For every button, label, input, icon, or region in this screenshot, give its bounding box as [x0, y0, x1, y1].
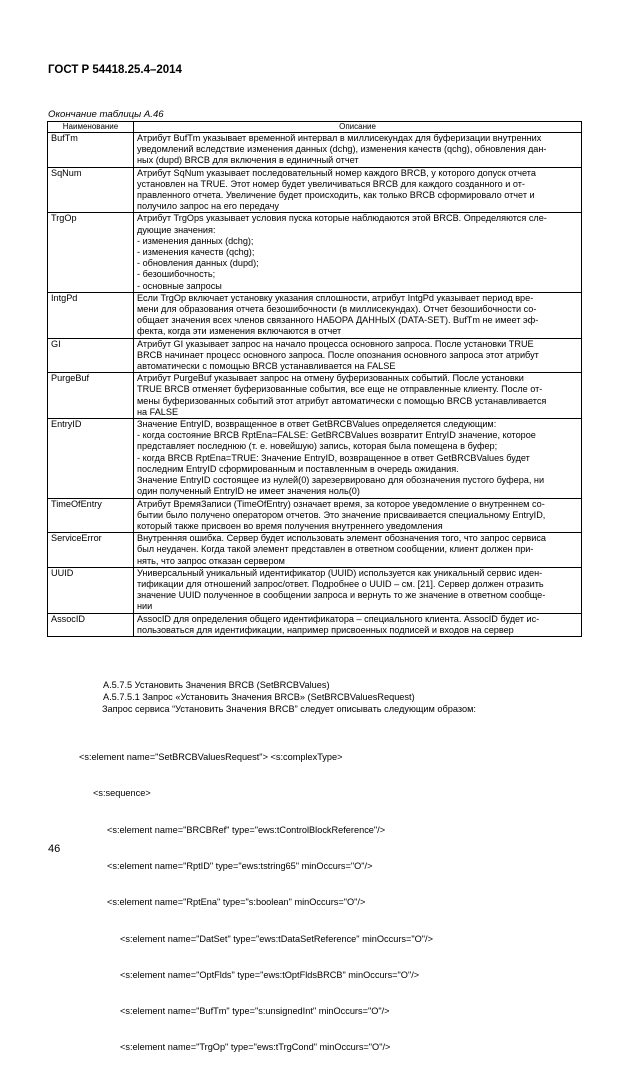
description-line: - основные запросы [137, 280, 222, 291]
description-line: бытии было получено оператором отчетов. Это значение присваивается специальному EntryID, [137, 509, 546, 520]
description-line: Атрибут TrgOps указывает условия пуска которые наблюдаются этой BRCB. Определяются сле- [137, 213, 547, 224]
attribute-name-cell: ServiceError [48, 533, 134, 568]
description-line: TRUE BRCB отменяет буферизованные события, все еще не отправленные клиенту. После от- [137, 384, 543, 395]
code-line: <s:element name="RptEna" type="s:boolean" minOccurs="O"/> [107, 897, 366, 908]
description-line: значение UUID полученное в сообщении запроса и вернуть то же значение в ответном сообще- [137, 590, 546, 601]
description-line: был неудачен. Когда такой элемент представлен в ответном сообщении, клиент должен при- [137, 544, 534, 555]
column-header-description: Описание [134, 122, 582, 133]
document-header: ГОСТ Р 54418.25.4–2014 [48, 64, 182, 76]
code-line: <s:element name="BRCBRef" type="ews:tControlBlockReference"/> [107, 824, 386, 835]
table-row [48, 498, 582, 533]
description-line: тификации для отношений запрос/ответ. Подробнее о UUID – см. [21]. Сервер должен отразить [137, 578, 544, 589]
attribute-description-cell [134, 419, 582, 498]
description-line: дующие значения: [137, 224, 216, 235]
section-intro-paragraph: Запрос сервиса “Установить Значения BRCB” следует описывать следующим образом: [102, 704, 476, 714]
description-line: ных (dupd) BRCB для включения в единичный отчет [137, 155, 359, 166]
description-line: Атрибут ВремяЗаписи (TimeOfEntry) означает время, за которое уведомление о внутреннем со- [137, 498, 545, 509]
attribute-description-cell [134, 613, 582, 636]
description-line: представляет последнюю (т. е. новейшую) запись, которая была помещена в буфер; [137, 441, 498, 452]
attribute-name-cell: EntryID [48, 419, 134, 498]
table-row [48, 338, 582, 373]
description-line: - когда BRCB RptEna=TRUE: Значение EntryID, возвращенное в ответ GetBRCBValues будет [137, 452, 530, 463]
attribute-name-cell: TimeOfEntry [48, 498, 134, 533]
description-line: нии [137, 601, 153, 612]
table-caption: Окончание таблицы А.46 [48, 109, 164, 120]
description-line: Атрибут SqNum указывает последовательный номер каждого BRCB, у которого допуск отчета [137, 167, 536, 178]
table-row [48, 613, 582, 636]
section-heading-a575: А.5.7.5 Установить Значения BRCB (SetBRCBValues) [103, 680, 330, 690]
table-row [48, 373, 582, 419]
description-line: Внутренняя ошибка. Сервер будет использовать элемент обозначения того, что запрос сервиса [137, 533, 547, 544]
description-line: уведомлений вследствие изменения данных (dchg), изменения качеств (qchg), обновления дан- [137, 144, 547, 155]
description-line: Атрибут PurgeBuf указывает запрос на отмену буферизованных событий. После установки [137, 373, 524, 384]
code-line: <s:element name="BufTm" type="s:unsignedInt" minOccurs="O"/> [120, 1006, 390, 1017]
attribute-description-cell [134, 498, 582, 533]
attribute-description-cell [134, 567, 582, 613]
table-header-row [48, 122, 582, 133]
description-line: установлен на TRUE. Этот номер будет увеличиваться BRCB для каждого созданного и от- [137, 178, 525, 189]
description-line: общает значения всех членов связанного НАБОРА ДАННЫХ (DATA-SET). BufTm не имеет эф- [137, 315, 539, 326]
description-line: автоматически с помощью BRCB устанавливается на FALSE [137, 361, 396, 372]
description-line: AssocID для определения общего идентификатора – специального клиента. AssocID будет ис- [137, 613, 540, 624]
description-line: - изменения данных (dchg); [137, 235, 254, 246]
description-line: правленного отчета. Увеличение будет происходить, как только BRCB сформировало отчет и [137, 190, 535, 201]
description-line: - обновления данных (dupd); [137, 258, 259, 269]
description-line: Если TrgOp включает установку указания сплошности, атрибут IntgPd указывает период вре- [137, 292, 534, 303]
xml-code-block [79, 727, 433, 1066]
code-line: <s:element name="RptID" type="ews:tstring65" minOccurs="O"/> [107, 861, 373, 872]
description-line: Атрибут GI указывает запрос на начало процесса основного запроса. После установки TRUE [137, 338, 534, 349]
attribute-name-cell: UUID [48, 567, 134, 613]
code-line: <s:sequence> [93, 788, 151, 799]
description-line: мени для образования отчета безошибочности (в миллисекундах). Отчет безошибочности со- [137, 304, 537, 315]
code-line: <s:element name="TrgOp" type="ews:tTrgCond" minOccurs="O"/> [120, 1042, 391, 1053]
attribute-name-cell: TrgOp [48, 213, 134, 292]
section-text [103, 679, 476, 715]
description-line: Значение EntryID, возвращенное в ответ GetBRCBValues определяется следующим: [137, 419, 497, 430]
table-row [48, 213, 582, 292]
page-number: 46 [48, 843, 61, 855]
table-row [48, 533, 582, 568]
attribute-description-cell [134, 533, 582, 568]
section-heading-a5751: А.5.7.5.1 Запрос «Установить Значения BRCB» (SetBRCBValuesRequest) [103, 692, 415, 702]
attribute-description-cell [134, 213, 582, 292]
attribute-name-cell: BufTm [48, 133, 134, 168]
description-line: фекта, когда эти изменения включаются в отчет [137, 326, 342, 337]
attribute-description-cell [134, 338, 582, 373]
description-line: один полученный EntryID не имеет значения ноль(0) [137, 486, 360, 497]
description-line: на FALSE [137, 406, 179, 417]
description-line: - изменения качеств (qchg); [137, 247, 255, 258]
description-line: нять, что запрос отказан сервером [137, 555, 285, 566]
code-line: <s:element name="OptFlds" type="ews:tOptFldsBRCB" minOccurs="O"/> [120, 969, 420, 980]
attribute-name-cell: IntgPd [48, 292, 134, 338]
attribute-name-cell: GI [48, 338, 134, 373]
description-line: получило запрос на его передачу [137, 201, 279, 212]
attribute-table [47, 121, 582, 637]
column-header-name: Наименование [48, 122, 134, 133]
attribute-description-cell [134, 133, 582, 168]
description-line: последним EntryID сформированным и поставленным в очередь ожидания. [137, 463, 459, 474]
attribute-name-cell: PurgeBuf [48, 373, 134, 419]
description-line: BRCB начинает процесс основного запроса. После опознания основного запроса этот атрибут [137, 349, 539, 360]
attribute-name-cell: AssocID [48, 613, 134, 636]
description-line: - когда состояние BRCB RptEna=FALSE: GetBRCBValues возвратит EntryID значение, которое [137, 430, 536, 441]
table-row [48, 133, 582, 168]
description-line: Атрибут BufTm указывает временной интервал в миллисекундах для буферизации внутренних [137, 133, 542, 143]
table-row [48, 292, 582, 338]
attribute-name-cell: SqNum [48, 167, 134, 213]
code-line: <s:element name="SetBRCBValuesRequest"> <s:complexType> [79, 752, 343, 763]
table-row [48, 567, 582, 613]
description-line: мены буферизованных событий этот атрибут автоматически с помощью BRCB устанавливается [137, 395, 547, 406]
attribute-description-cell [134, 292, 582, 338]
attribute-description-cell [134, 373, 582, 419]
description-line: Значение EntryID состоящее из нулей(0) зарезервировано для обозначения пустого буфера, ни [137, 475, 545, 486]
code-line: <s:element name="DatSet" type="ews:tDataSetReference" minOccurs="O"/> [120, 933, 433, 944]
table-row [48, 419, 582, 498]
description-line: - безошибочность; [137, 269, 216, 280]
description-line: Универсальный уникальный идентификатор (UUID) используется как уникальный сервис иден- [137, 567, 543, 578]
attribute-description-cell [134, 167, 582, 213]
description-line: который также присвоен во время получения внутреннего уведомления [137, 520, 443, 531]
description-line: пользоваться для идентификации, например присвоенных подписей и входов на сервер [137, 624, 514, 635]
table-row [48, 167, 582, 213]
